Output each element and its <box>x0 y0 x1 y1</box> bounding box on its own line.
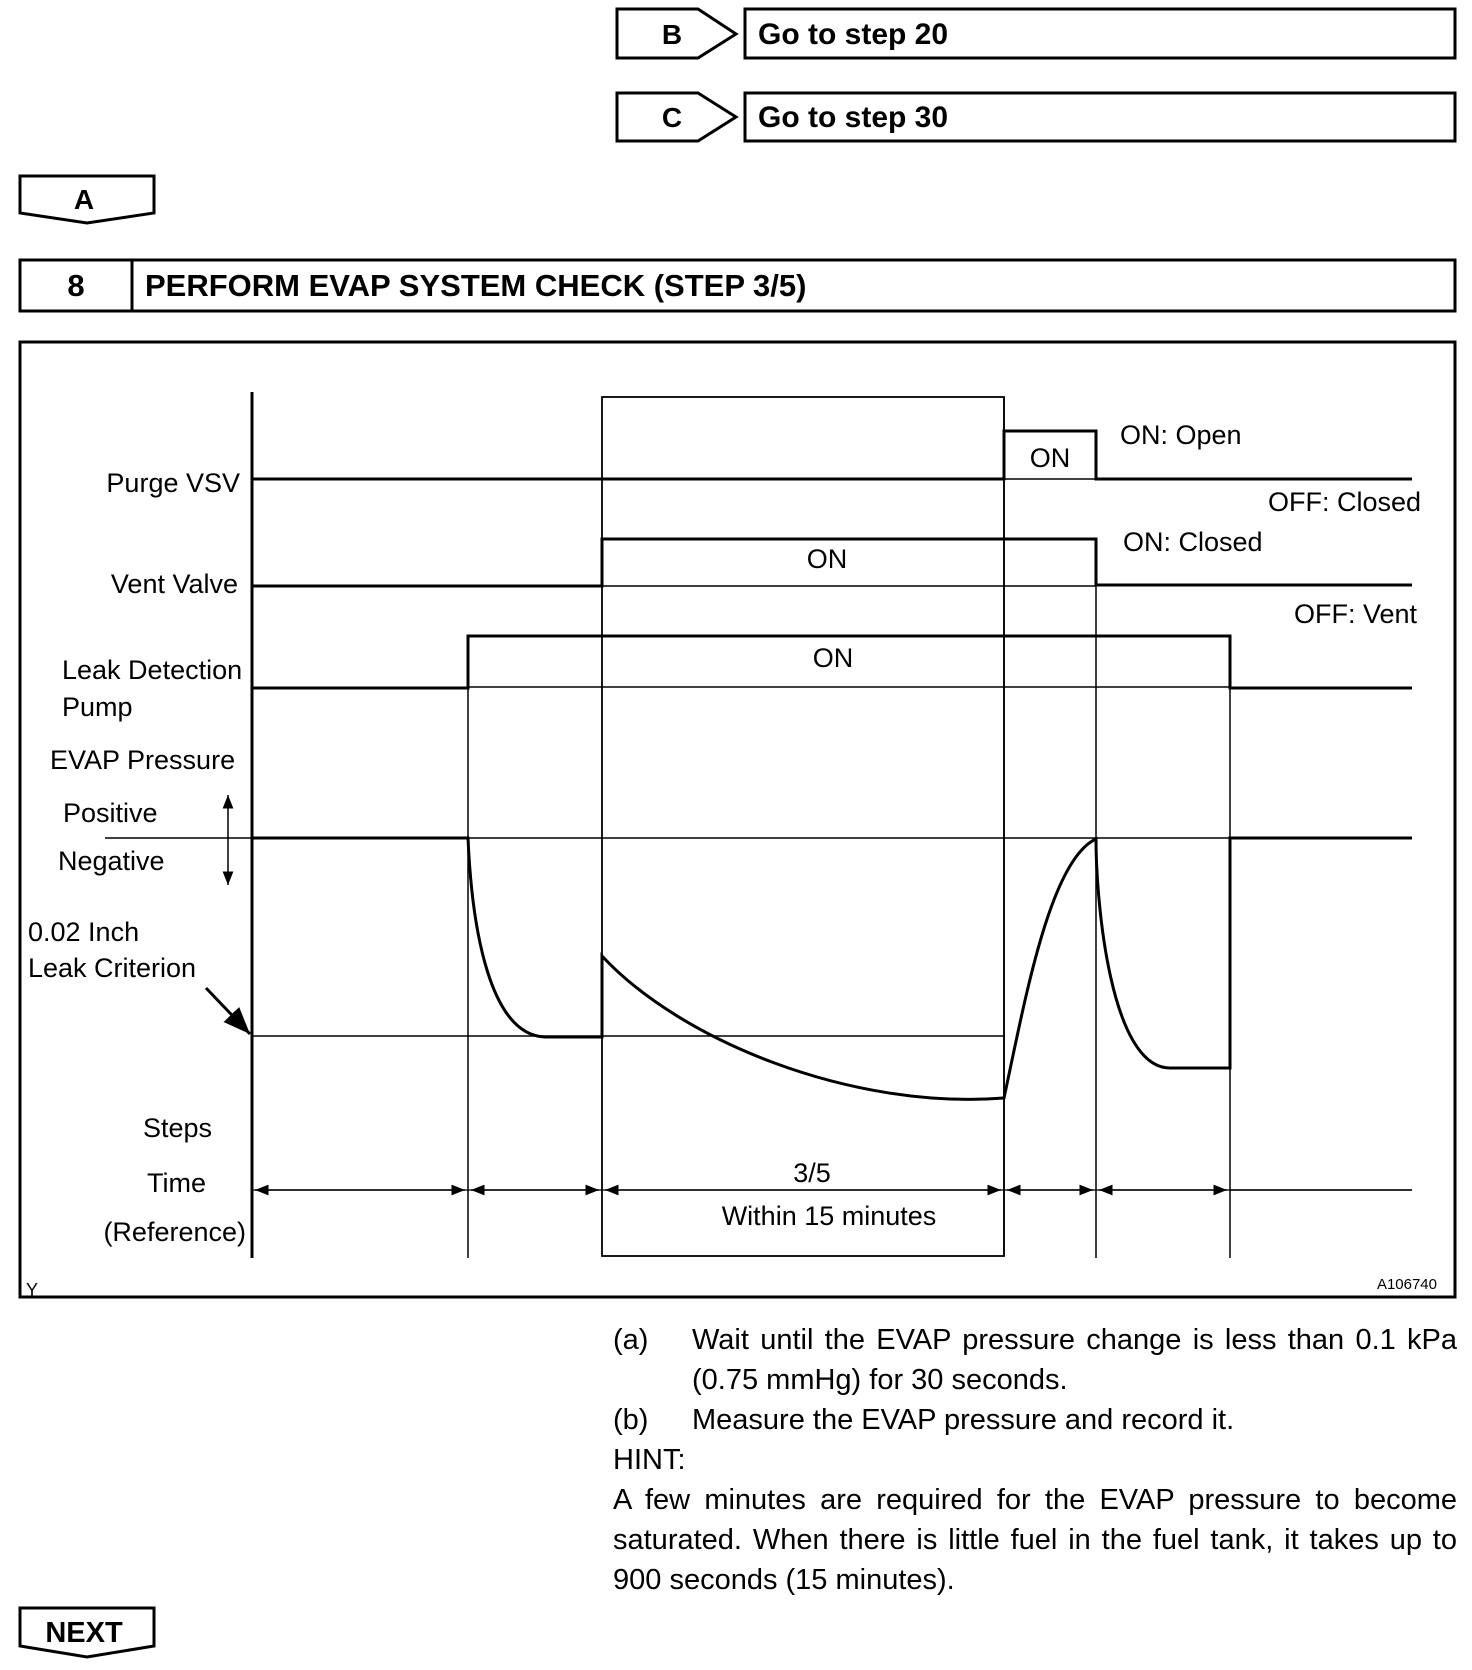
label-evap-pressure: EVAP Pressure <box>50 745 236 775</box>
corner-mark: Y <box>26 1280 39 1300</box>
instruction-a-marker: (a) <box>613 1324 649 1356</box>
result-tab-a-letter: A <box>73 184 95 215</box>
label-vent-valve: Vent Valve <box>110 569 238 599</box>
step-boundaries <box>468 397 1230 1258</box>
vent-on-note: ON: Closed <box>1123 527 1263 557</box>
step-label: 3/5 <box>793 1158 831 1188</box>
hint-line1: A few minutes are required for the EVAP pressure to become <box>613 1484 1457 1516</box>
purge-off-note: OFF: Closed <box>1267 487 1421 517</box>
label-time: Time <box>147 1168 206 1198</box>
purge-on-label: ON <box>1029 443 1071 473</box>
instructions <box>613 1320 1457 1600</box>
step-title: PERFORM EVAP SYSTEM CHECK (STEP 3/5) <box>145 268 807 303</box>
label-leak-criterion: Leak Criterion <box>28 953 197 983</box>
instruction-a-line1: Wait until the EVAP pressure change is less than 0.1 kPa <box>692 1324 1457 1356</box>
step-3-5-box <box>602 397 1004 1256</box>
next-button[interactable] <box>0 1600 200 1670</box>
instruction-b-text: Measure the EVAP pressure and record it. <box>692 1404 1235 1436</box>
leak-criterion-arrow <box>206 988 250 1034</box>
instruction-b-marker: (b) <box>613 1404 649 1436</box>
label-leak-pump-2: Pump <box>62 692 133 722</box>
vent-off-note: OFF: Vent <box>1293 599 1417 629</box>
purge-on-note: ON: Open <box>1120 420 1242 450</box>
hint-line2: saturated. When there is little fuel in the fuel tank, it takes up to <box>613 1524 1457 1556</box>
label-positive: Positive <box>63 798 158 828</box>
branch-b-action: Go to step 20 <box>758 18 949 51</box>
pump-on-label: ON <box>812 643 854 673</box>
label-negative: Negative <box>58 846 165 876</box>
label-reference: (Reference) <box>103 1217 246 1247</box>
branch-c-action: Go to step 30 <box>758 101 949 134</box>
hint-line3: 900 seconds (15 minutes). <box>613 1564 955 1596</box>
figure-id: A106740 <box>1376 1276 1437 1293</box>
vent-on-label: ON <box>806 544 848 574</box>
evap-pressure-curve <box>252 838 1412 1099</box>
label-leak-inch: 0.02 Inch <box>28 917 140 947</box>
hint-label: HINT: <box>613 1444 686 1476</box>
step-number: 8 <box>67 268 85 303</box>
instruction-a-line2: (0.75 mmHg) for 30 seconds. <box>692 1364 1068 1396</box>
branch-c-letter: C <box>661 102 683 133</box>
label-steps: Steps <box>142 1113 212 1143</box>
label-purge-vsv: Purge VSV <box>106 468 240 498</box>
label-leak-pump-1: Leak Detection <box>62 655 243 685</box>
branch-b-letter: B <box>661 19 683 50</box>
duration-label: Within 15 minutes <box>721 1201 937 1231</box>
next-button-label: NEXT <box>45 1617 123 1649</box>
